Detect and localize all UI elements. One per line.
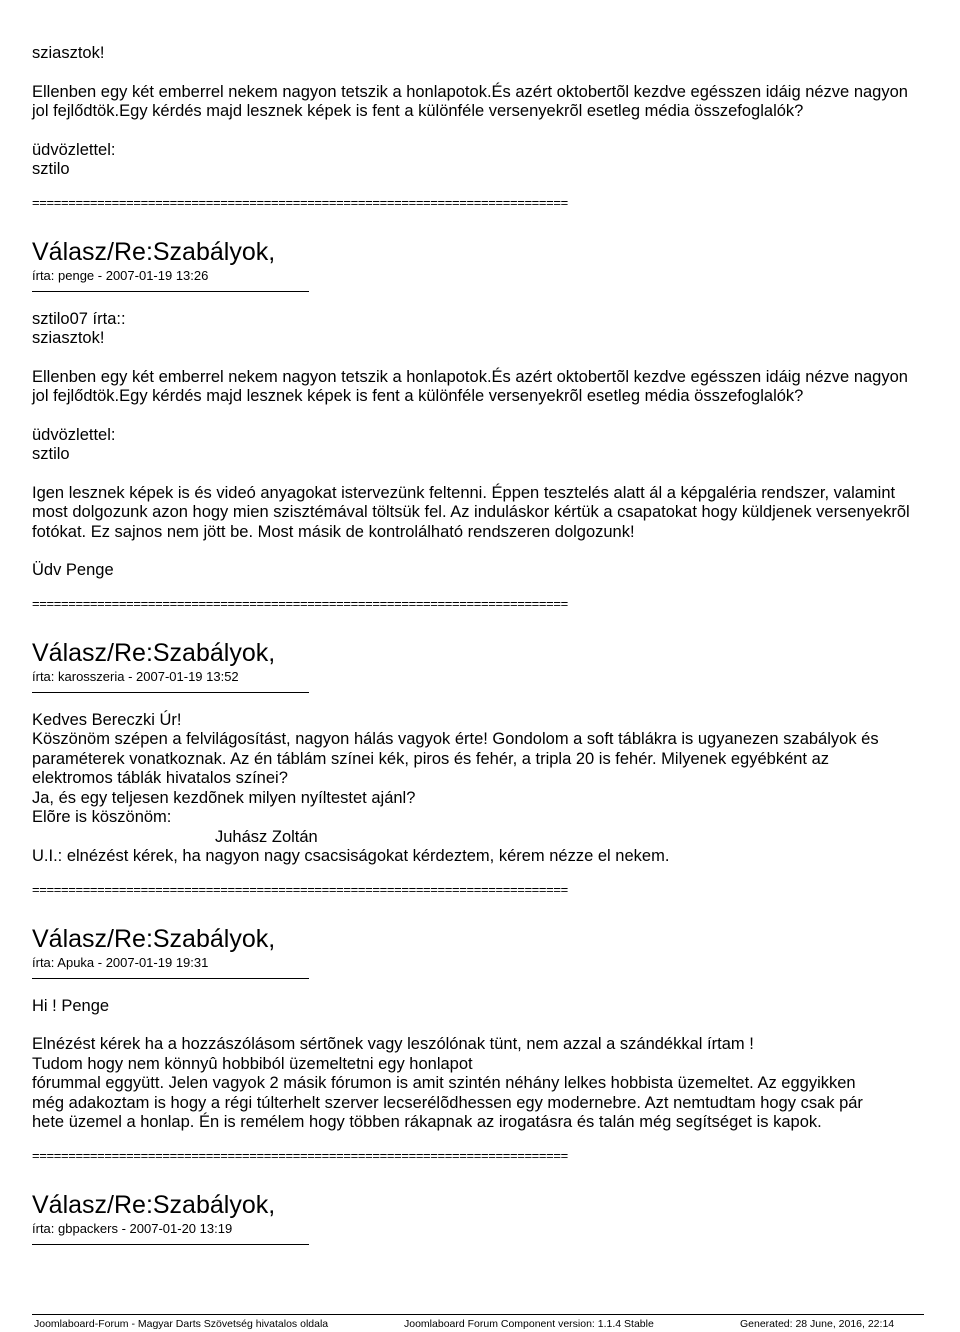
post-text: még adakoztam is hogy a régi túlterhelt szerver lecserélõdhessen egy modernebre. Azt nemtudtam hogy csak pár <box>32 1093 863 1112</box>
separator: ========================================================================== <box>32 596 568 611</box>
post-text: Hi ! Penge <box>32 996 110 1015</box>
post-text: fórummal eggyütt. Jelen vagyok 2 másik fórumon is amit szintén néhány lelkes hobbista üzemeltet. Az eggyikken <box>32 1074 856 1092</box>
post-title: Válasz/Re:Szabályok, <box>32 1190 276 1219</box>
post-text: sziasztok! <box>32 44 105 62</box>
post-text: Juhász Zoltán <box>215 827 318 846</box>
post-meta: írta: karosszeria - 2007-01-19 13:52 <box>32 668 239 684</box>
post-text: Kedves Bereczki Úr! <box>32 710 182 729</box>
footer-site: Joomlaboard-Forum - Magyar Darts Szövetség hivatalos oldala <box>34 1318 329 1330</box>
post-meta: írta: gbpackers - 2007-01-20 13:19 <box>32 1220 233 1236</box>
post-title: Válasz/Re:Szabályok, <box>32 237 276 266</box>
quote-text: üdvözlettel: <box>32 425 116 444</box>
separator: ========================================================================== <box>32 195 568 210</box>
forum-thread <box>32 44 932 1245</box>
separator: ========================================================================== <box>32 1148 568 1163</box>
post-text: Elõre is köszönöm: <box>32 808 172 826</box>
footer-version: Joomlaboard Forum Component version: 1.1.4 Stable <box>404 1318 654 1330</box>
post-text: sztilo <box>32 160 70 178</box>
post-text: üdvözlettel: <box>32 140 116 159</box>
post-text: jol fejlődtök.Egy kérdés majd lesznek képek is fent a különféle versenyekrõl esetleg média összefoglalók? <box>32 102 804 120</box>
post-text: Ja, és egy teljesen kezdõnek milyen nyíltestet ajánl? <box>32 788 416 807</box>
post-body <box>32 997 932 1133</box>
post-body <box>32 44 932 180</box>
post-text: U.I.: elnézést kérek, ha nagyon nagy csacsiságokat kérdeztem, kérem nézze el nekem. <box>32 847 670 865</box>
post-meta: írta: penge - 2007-01-19 13:26 <box>32 267 209 283</box>
post-text: fotókat. Ez sajnos nem jött be. Most másik de kontrolálható rendszeren dolgozunk! <box>32 522 635 541</box>
quote-author: sztilo07 írta:: <box>32 309 126 328</box>
post-body <box>32 711 932 867</box>
quote-text: jol fejlődtök.Egy kérdés majd lesznek képek is fent a különféle versenyekrõl esetleg média összefoglalók? <box>32 387 804 405</box>
post-title: Válasz/Re:Szabályok, <box>32 924 276 953</box>
separator: ========================================================================== <box>32 882 568 897</box>
post-text: Köszönöm szépen a felvilágosítást, nagyon hálás vagyok érte! Gondolom a soft táblákra is ugyanezen szabályok és <box>32 730 879 748</box>
post-text: Igen lesznek képek is és videó anyagokat istervezünk feltenni. Éppen tesztelés alatt ál a képgaléria rendszer, valamint <box>32 483 896 502</box>
post-text: Ellenben egy két emberrel nekem nagyon tetszik a honlapotok.És azért oktobertõl kezdve egésszen idáig nézve nagyon <box>32 82 908 101</box>
quote-text: sztilo <box>32 445 70 463</box>
post-signature: Üdv Penge <box>32 561 114 579</box>
post-meta: írta: Apuka - 2007-01-19 19:31 <box>32 954 209 970</box>
title-rule <box>32 1244 309 1245</box>
quote-text: Ellenben egy két emberrel nekem nagyon tetszik a honlapotok.És azért oktobertõl kezdve egésszen idáig nézve nagyon <box>32 367 908 386</box>
quote-text: sziasztok! <box>32 329 105 347</box>
post-text: paraméterek vonatkoznak. Az én táblám színei kék, piros és fehér, a tripla 20 is fehér. Milyenek egyébként az <box>32 749 830 768</box>
post-body <box>32 310 932 581</box>
post-title: Válasz/Re:Szabályok, <box>32 638 276 667</box>
post-text: Elnézést kérek ha a hozzászólásom sértõnek vagy leszólónak tünt, nem azzal a szándékkal írtam ! <box>32 1035 754 1053</box>
post-text: elektromos táblák hivatalos színei? <box>32 769 288 787</box>
post-text: hete üzemel a honlap. Én is remélem hogy többen rákapnak az irogatásra és talán még segítséget is kapok. <box>32 1113 822 1131</box>
post-text: Tudom hogy nem könnyû hobbiból üzemeltetni egy honlapot <box>32 1054 473 1073</box>
footer-generated: Generated: 28 June, 2016, 22:14 <box>740 1318 895 1330</box>
post-text: most dolgozunk azon hogy mien szisztémával töltsük fel. Az induláskor kértük a csapatokat hogy küldjenek versenyekrõl <box>32 503 910 521</box>
footer-rule <box>32 1314 924 1315</box>
